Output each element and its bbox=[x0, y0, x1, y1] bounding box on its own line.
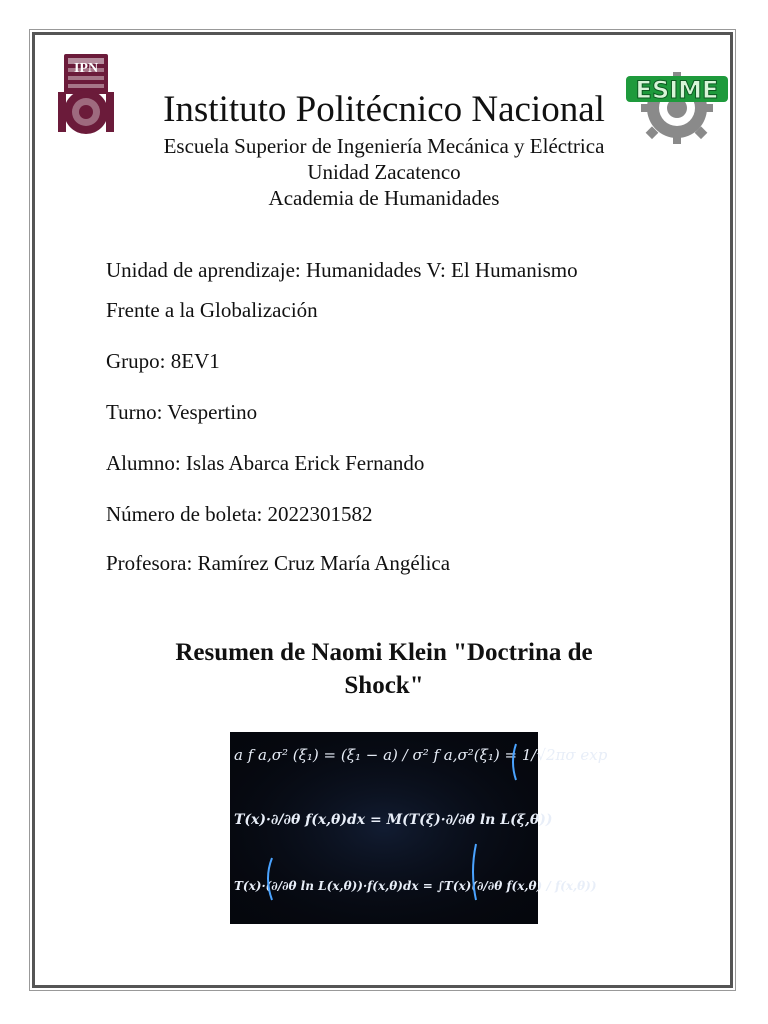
institution-title: Instituto Politécnico Nacional bbox=[163, 89, 605, 130]
esime-logo-text: ESIME bbox=[635, 76, 719, 104]
school-name: Escuela Superior de Ingeniería Mecánica y Eléctrica bbox=[163, 134, 605, 158]
shift-field: Turno: Vespertino bbox=[106, 400, 258, 424]
id-number-field: Número de boleta: 2022301582 bbox=[106, 502, 373, 526]
formula-line-1: a f a,σ² (ξ₁) = (ξ₁ − a) / σ² f a,σ²(ξ₁) = 1/√2πσ exp bbox=[234, 746, 608, 764]
formula-line-3: T(x)·(∂/∂θ ln L(x,θ))·f(x,θ)dx = ∫T(x)(∂/∂θ f(x,θ) / f(x,θ)) bbox=[234, 879, 597, 893]
math-formulas-image bbox=[230, 732, 608, 924]
summary-title bbox=[110, 636, 658, 702]
professor-field: Profesora: Ramírez Cruz María Angélica bbox=[106, 551, 451, 575]
academy-name: Academia de Humanidades bbox=[268, 186, 500, 210]
group-field: Grupo: 8EV1 bbox=[106, 349, 220, 373]
unit-name: Unidad Zacatenco bbox=[307, 160, 461, 184]
formula-line-2: T(x)·∂/∂θ f(x,θ)dx = M(T(ξ)·∂/∂θ ln L(ξ,θ)) bbox=[234, 812, 553, 828]
learning-unit-line1: Unidad de aprendizaje: Humanidades V: El Humanismo bbox=[106, 258, 578, 282]
summary-title-line1: Resumen de Naomi Klein "Doctrina de bbox=[175, 639, 593, 666]
ipn-logo-text: IPN bbox=[73, 61, 99, 76]
student-field: Alumno: Islas Abarca Erick Fernando bbox=[106, 451, 425, 475]
summary-title-line2: Shock" bbox=[344, 672, 424, 699]
learning-unit-line2: Frente a la Globalización bbox=[106, 298, 318, 322]
